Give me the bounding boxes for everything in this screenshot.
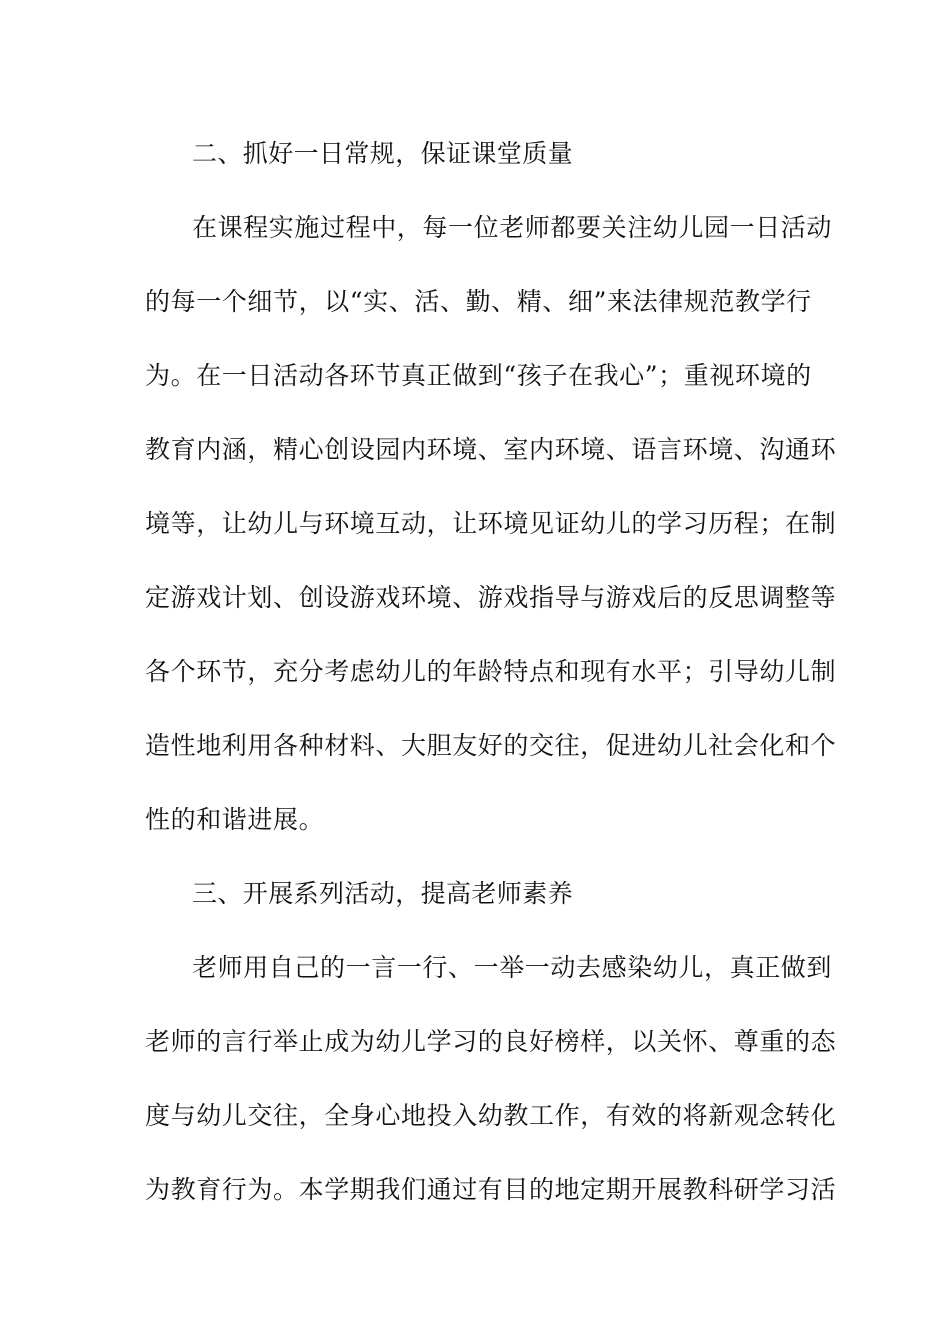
paragraph-line: 的每一个细节，以“实、活、勤、精、细”来法律规范教学行 (145, 287, 812, 316)
section-heading: 二、抓好一日常规，保证课堂质量 (192, 139, 574, 168)
paragraph-line: 为。在一日活动各环节真正做到“孩子在我心”；重视环境的 (145, 361, 812, 390)
paragraph-line: 为教育行为。本学期我们通过有目的地定期开展教科研学习活 (145, 1175, 837, 1204)
paragraph-line: 在课程实施过程中，每一位老师都要关注幼儿园一日活动 (192, 213, 833, 242)
paragraph-line: 性的和谐进展。 (145, 805, 325, 834)
section-heading: 三、开展系列活动，提高老师素养 (192, 879, 574, 908)
paragraph-line: 各个环节，充分考虑幼儿的年龄特点和现有水平；引导幼儿制 (145, 657, 837, 686)
paragraph-line: 老师的言行举止成为幼儿学习的良好榜样，以关怀、尊重的态 (145, 1027, 837, 1056)
paragraph-line: 度与幼儿交往，全身心地投入幼教工作，有效的将新观念转化 (145, 1101, 837, 1130)
paragraph-line: 教育内涵，精心创设园内环境、室内环境、语言环境、沟通环 (145, 435, 837, 464)
paragraph-line: 境等，让幼儿与环境互动，让环境见证幼儿的学习历程；在制 (145, 509, 837, 538)
paragraph-line: 老师用自己的一言一行、一举一动去感染幼儿，真正做到 (192, 953, 833, 982)
paragraph-line: 造性地利用各种材料、大胆友好的交往，促进幼儿社会化和个 (145, 731, 837, 760)
paragraph-line: 定游戏计划、创设游戏环境、游戏指导与游戏后的反思调整等 (145, 583, 837, 612)
